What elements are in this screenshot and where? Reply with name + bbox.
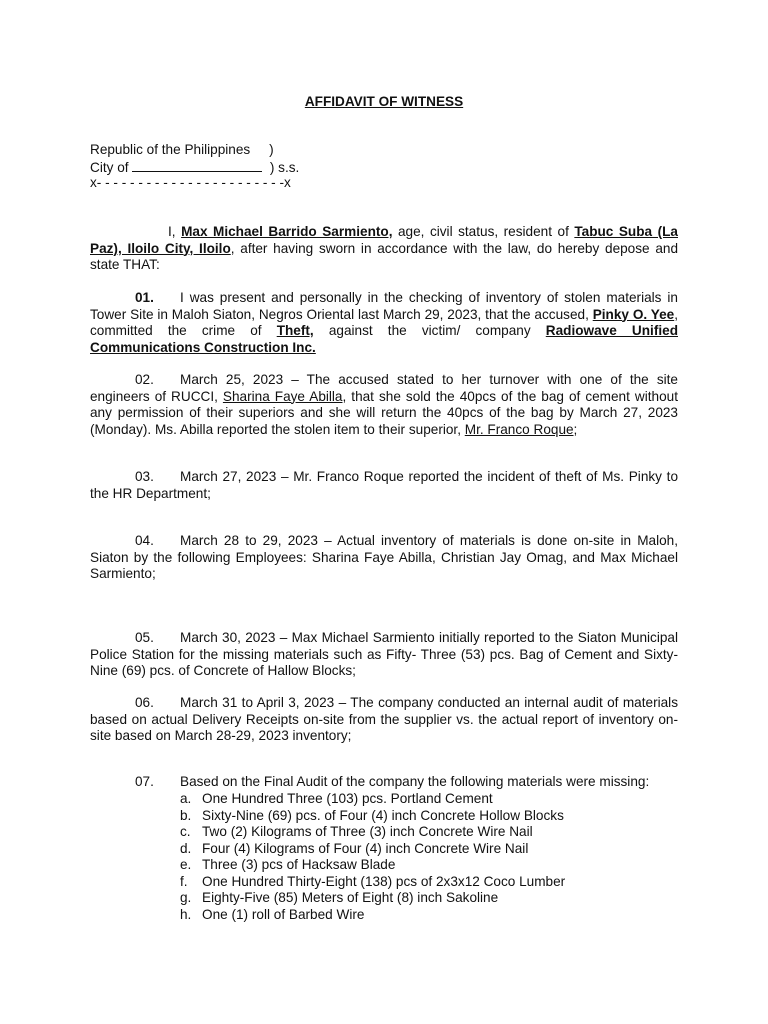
list-item [180,857,565,874]
document-title: AFFIDAVIT OF WITNESS [304,94,464,109]
list-item [180,890,565,907]
p01-text-1: I was present and personally in the checking of inventory of stolen materials in Tower Site in Maloh Siaton, Negros Oriental last March 29, 2023, that the accused, [90,290,678,322]
p01-text-3: against the victim/ company [313,323,546,338]
p03-text: March 27, 2023 – Mr. Franco Roque reported the incident of theft of Ms. Pinky to the HR Department; [90,469,678,501]
paragraph-number: 03. [135,469,154,484]
p06-text: March 31 to April 3, 2023 – The company conducted an internal audit of materials based on actual Delivery Receipts on-site from the supplier vs. the actual report of inventory on-site based on March 28-29, 2023 inventory; [90,695,678,743]
paragraph-06 [90,695,678,745]
list-item [180,841,565,858]
paragraph-number: 02. [135,372,154,387]
paragraph-02 [90,372,678,438]
venue-republic: Republic of the Philippines ) [90,142,274,157]
item-text: One (1) roll of Barbed Wire [202,906,365,922]
intro-text-2: age, civil status, resident of [392,224,575,239]
venue-block [90,142,299,192]
item-text: One Hundred Thirty-Eight (138) pcs of 2x3x12 Coco Lumber [202,873,566,889]
p02-text-1: March 25, 2023 – The accused stated to her turnover with one of the site engineers of RUCCI, [90,372,678,404]
list-item [180,808,565,825]
list-item [180,907,565,924]
venue-separator: x- - - - - - - - - - - - - - - - - - - - - - -x [90,175,291,190]
item-text: Three (3) pcs of Hacksaw Blade [202,857,396,872]
item-text: Eighty-Five (85) Meters of Eight (8) inch Sakoline [202,890,499,905]
paragraph-07 [135,774,649,791]
p07-text: Based on the Final Audit of the company the following materials were missing: [180,774,650,789]
paragraph-03 [90,469,678,502]
item-letter: a. [180,791,192,806]
missing-materials-list [180,791,565,923]
paragraph-05 [90,630,678,680]
p02-text-2: , that she sold the 40pcs of the bag of cement without any permission of their superiors and she will return the 40pcs of the bag by March 27, 2023 (Monday). Ms. Abilla reported the stolen item to their superior, [90,388,678,437]
p01-text-2: , committed the crime of [90,306,678,338]
affiant-residence: Tabuc Suba (La Paz), Iloilo City, Iloilo [90,224,678,256]
paragraph-01 [90,290,678,356]
item-text: One Hundred Three (103) pcs. Portland Cement [202,791,493,806]
paragraph-number: 05. [135,630,154,645]
item-text: Four (4) Kilograms of Four (4) inch Concrete Wire Nail [202,840,529,856]
venue-city-label: City of [90,159,133,175]
intro-text-3: , after having sworn in accordance with the law, do hereby depose and state THAT: [90,240,679,272]
list-item [180,824,565,841]
city-blank-line [132,159,262,172]
item-letter: b. [180,807,192,823]
item-letter: d. [180,840,192,856]
p05-text: March 30, 2023 – Max Michael Sarmiento initially reported to the Siaton Municipal Police Station for the missing materials such as Fifty- Three (53) pcs. Bag of Cement and Sixty-Nine (69) pcs. of Concrete of Hallow Blocks; [90,630,678,678]
intro-paragraph [90,224,678,274]
paragraph-number: 07. [135,774,154,789]
company-name: Radiowave Unified Communications Construction Inc. [90,323,678,355]
item-letter: f. [180,873,188,889]
paragraph-number: 04. [135,533,154,548]
p04-text: March 28 to 29, 2023 – Actual inventory of materials is done on-site in Maloh, Siaton by the following Employees: Sharina Faye Abilla, Christian Jay Omag, and Max Michael Sarmiento; [90,533,678,581]
engineer-name: Sharina Faye Abilla [222,388,343,404]
venue-ss: ) s.s. [262,159,300,175]
accused-name: Pinky O. Yee [592,306,675,322]
superior-name: Mr. Franco Roque; [464,421,578,437]
paragraph-number: 06. [135,695,154,710]
intro-text-1: I, [168,224,182,239]
item-letter: c. [180,824,191,839]
paragraph-04 [90,533,678,583]
item-letter: g. [180,890,192,905]
affiant-name: Max Michael Barrido Sarmiento, [181,224,393,239]
item-letter: h. [180,906,192,922]
item-letter: e. [180,857,192,872]
item-text: Sixty-Nine (69) pcs. of Four (4) inch Concrete Hollow Blocks [202,807,564,823]
list-item [180,874,565,891]
crime-name: Theft, [276,323,314,338]
venue-city [90,159,299,176]
list-item [180,791,565,808]
item-text: Two (2) Kilograms of Three (3) inch Concrete Wire Nail [202,824,533,839]
paragraph-number: 01. [135,290,154,305]
